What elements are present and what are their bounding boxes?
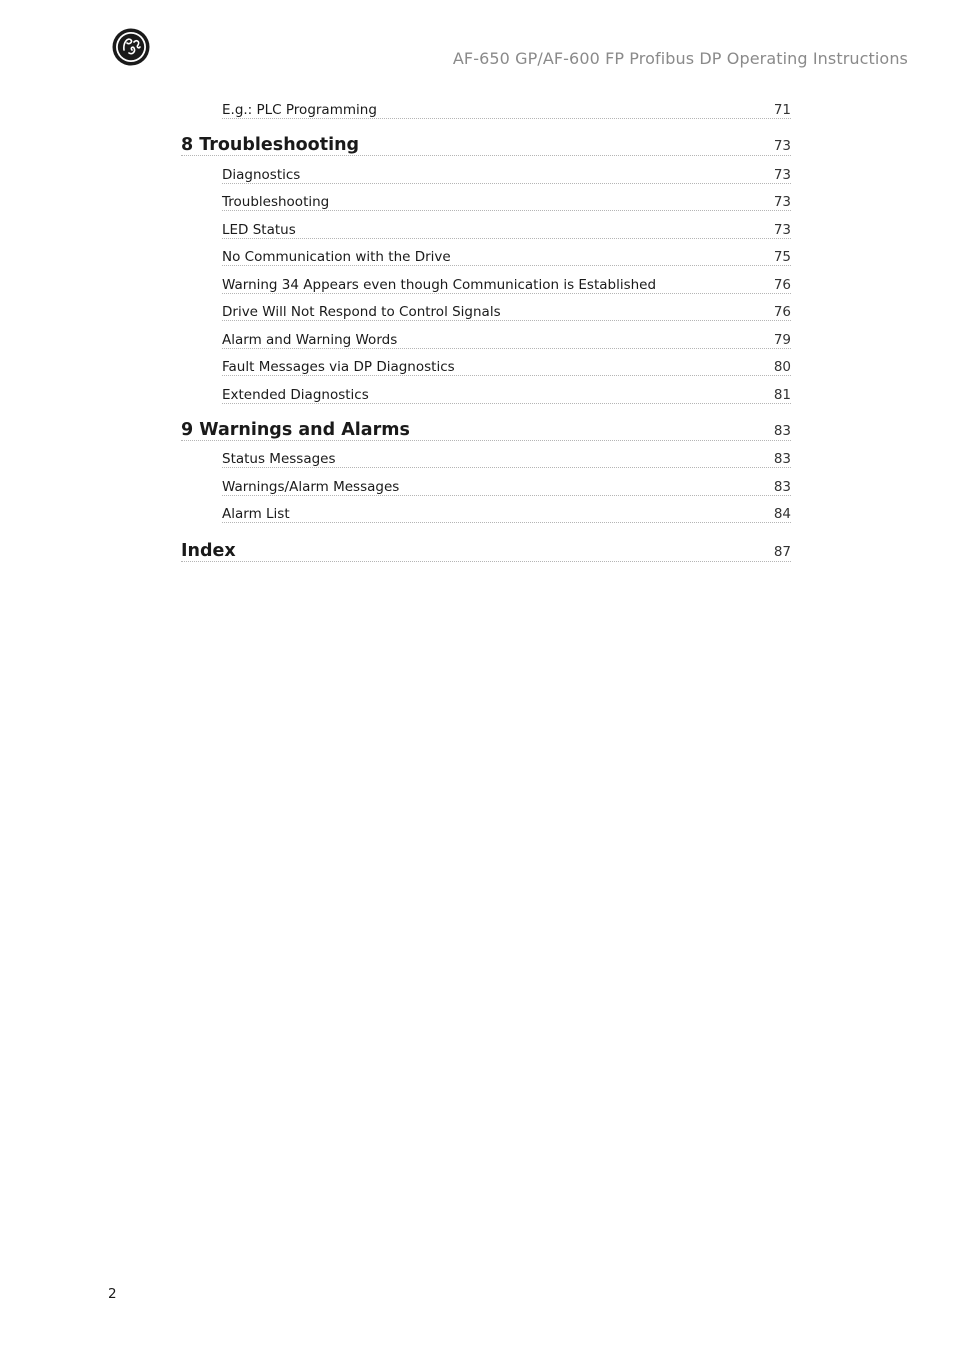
toc-entry-page: 79 — [773, 331, 791, 348]
toc-entry-page: 71 — [773, 102, 791, 118]
toc-entry[interactable] — [222, 216, 791, 239]
toc-entry[interactable] — [222, 500, 791, 523]
toc-entry-label: Troubleshooting — [222, 194, 330, 210]
document-title: AF-650 GP/AF-600 FP Profibus DP Operating Instructions — [452, 49, 908, 68]
toc-entry-label: No Communication with the Drive — [222, 249, 451, 265]
toc-entry-label: Warnings/Alarm Messages — [222, 478, 400, 495]
toc-entry-label: Status Messages — [222, 451, 336, 467]
toc-chapter-warnings-and-alarms[interactable] — [181, 414, 791, 441]
toc-entry-page: 76 — [773, 276, 791, 293]
toc-entry-plc-programming[interactable] — [222, 96, 791, 119]
toc-entry-label: Diagnostics — [222, 166, 301, 183]
toc-entry-label: Warning 34 Appears even though Communication is Established — [222, 276, 657, 293]
toc-entry-page: 73 — [773, 221, 791, 238]
ge-logo — [112, 28, 150, 66]
toc-entry[interactable] — [222, 473, 791, 496]
page-number: 2 — [108, 1286, 117, 1302]
toc-entry[interactable] — [222, 298, 791, 321]
toc-entry-label: Alarm List — [222, 506, 290, 522]
toc-entry[interactable] — [222, 445, 791, 468]
toc-entry-page: 73 — [773, 194, 791, 210]
toc-chapter-troubleshooting[interactable] — [181, 129, 791, 156]
toc-entry[interactable] — [222, 326, 791, 349]
toc-entry-page: 81 — [773, 386, 791, 403]
toc-index-label: Index — [181, 541, 236, 561]
toc-entry-page: 75 — [773, 249, 791, 265]
toc-entry-label: LED Status — [222, 221, 296, 238]
toc-entry-label: Extended Diagnostics — [222, 386, 369, 403]
toc-chapter-page: 83 — [773, 422, 791, 439]
toc-entry[interactable] — [222, 243, 791, 266]
toc-chapter-label: 8 Troubleshooting — [181, 135, 360, 155]
toc-entry[interactable] — [222, 161, 791, 184]
toc-entry[interactable] — [222, 271, 791, 294]
toc-entry-page: 73 — [773, 166, 791, 183]
toc-entry[interactable] — [222, 188, 791, 211]
toc-entry-page: 83 — [773, 451, 791, 467]
toc-chapter-label: 9 Warnings and Alarms — [181, 419, 410, 440]
toc-entry-label: Fault Messages via DP Diagnostics — [222, 359, 455, 375]
toc-entry-label: Drive Will Not Respond to Control Signals — [222, 304, 501, 320]
toc-index-page: 87 — [773, 544, 791, 560]
toc-entry-page: 76 — [773, 304, 791, 320]
toc-entry-label: Alarm and Warning Words — [222, 331, 398, 348]
table-of-contents — [181, 96, 791, 567]
toc-entry[interactable] — [222, 353, 791, 376]
toc-index[interactable] — [181, 535, 791, 562]
toc-entry[interactable] — [222, 381, 791, 404]
toc-entry-page: 80 — [773, 359, 791, 375]
toc-entry-label: E.g.: PLC Programming — [222, 102, 377, 118]
toc-entry-page: 83 — [773, 478, 791, 495]
ge-monogram-icon — [112, 28, 150, 66]
toc-entry-page: 84 — [773, 506, 791, 522]
toc-chapter-page: 73 — [773, 138, 791, 154]
